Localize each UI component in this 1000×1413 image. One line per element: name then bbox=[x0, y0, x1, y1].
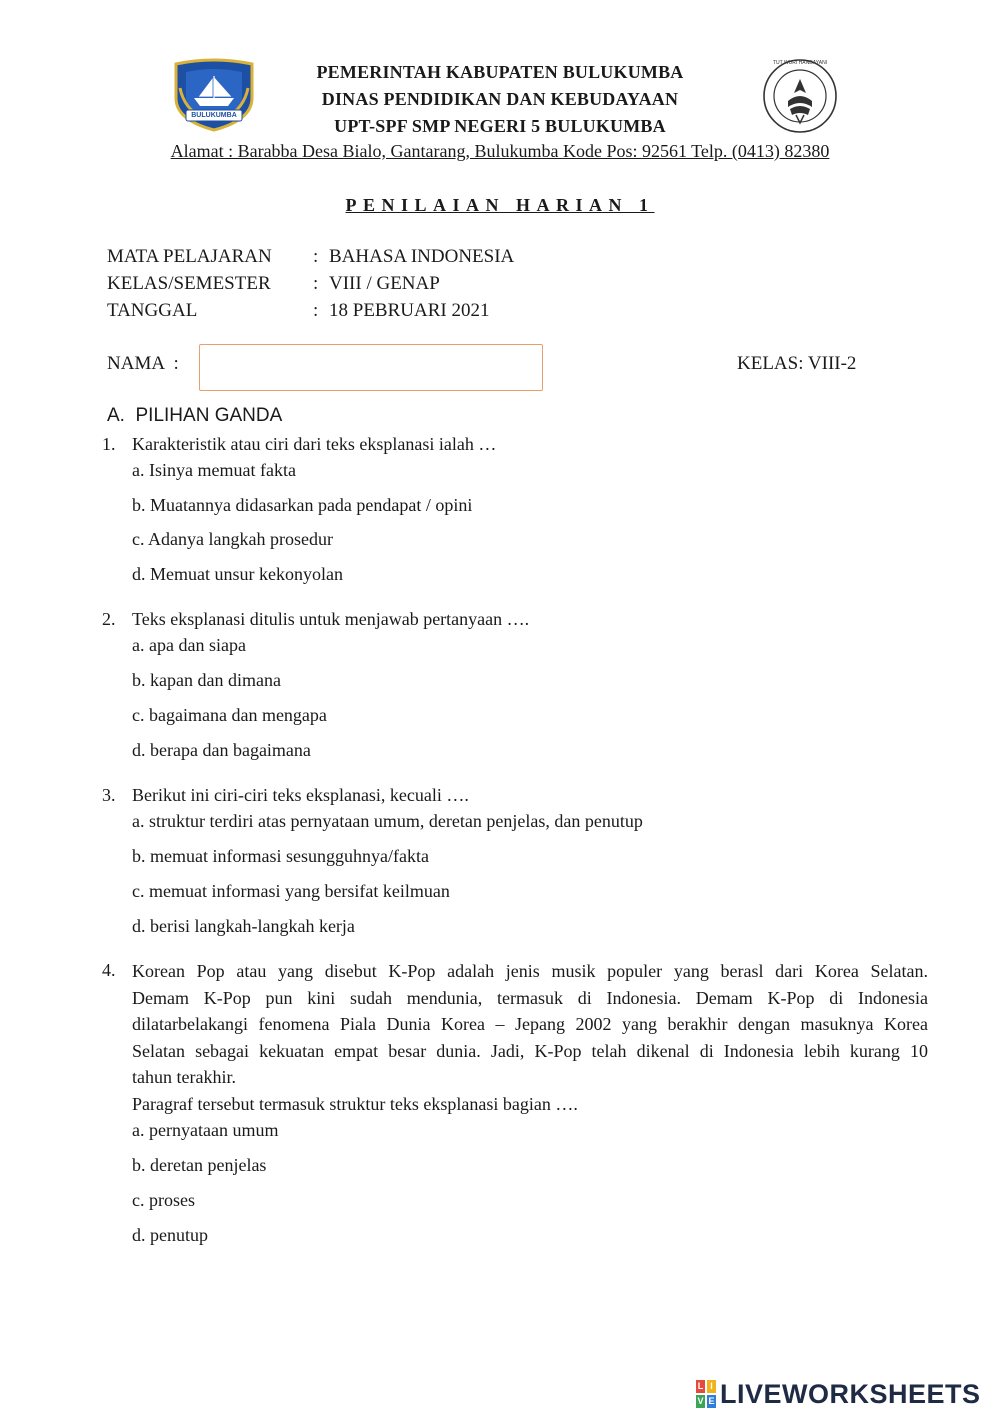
question-4-option-c: c. proses bbox=[132, 1190, 195, 1210]
passage-line: Korean Pop atau yang disebut K-Pop adalah jenis musik populer yang berasl dari Korea Selatan. bbox=[132, 961, 928, 981]
info-separator: : bbox=[313, 300, 319, 321]
question-3-option-d: d. berisi langkah-langkah kerja bbox=[132, 916, 355, 936]
question-3-number: 3. bbox=[102, 785, 116, 805]
badge-letter-e: E bbox=[708, 1396, 715, 1406]
badge-letter-l: L bbox=[697, 1381, 704, 1391]
name-input[interactable] bbox=[199, 344, 543, 391]
header-government: PEMERINTAH KABUPATEN BULUKUMBA bbox=[316, 62, 684, 82]
name-label: NAMA : bbox=[107, 353, 179, 374]
passage-line: Selatan sebagai kekuatan empat besar dunia. Jadi, K-Pop telah dikenal di Indonesia lebih kurang 10 bbox=[132, 1040, 928, 1061]
live-badge-icon bbox=[696, 1380, 716, 1408]
liveworksheets-logo[interactable] bbox=[696, 1379, 981, 1409]
question-3-option-b: b. memuat informasi sesungguhnya/fakta bbox=[132, 846, 429, 866]
info-label: TANGGAL bbox=[107, 300, 198, 321]
tut-wuri-emblem-icon bbox=[762, 57, 838, 135]
info-label: MATA PELAJARAN bbox=[107, 246, 272, 267]
question-4-option-d: d. penutup bbox=[132, 1225, 208, 1245]
class-label: KELAS: VIII-2 bbox=[737, 353, 857, 374]
question-2-option-c: c. bagaimana dan mengapa bbox=[132, 705, 327, 725]
liveworksheets-brand: LIVEWORKSHEETS bbox=[720, 1378, 981, 1409]
question-1-option-b: b. Muatannya didasarkan pada pendapat / opini bbox=[132, 495, 473, 515]
info-separator: : bbox=[313, 246, 319, 267]
question-3-option-c: c. memuat informasi yang bersifat keilmuan bbox=[132, 881, 450, 901]
question-2-number: 2. bbox=[102, 609, 116, 629]
question-1-number: 1. bbox=[102, 434, 116, 454]
question-4-passage bbox=[132, 958, 928, 1091]
info-value: 18 PEBRUARI 2021 bbox=[329, 300, 490, 321]
passage-line: Demam K-Pop pun kini sudah mendunia, termasuk di Indonesia. Demam K-Pop di Indonesia bbox=[132, 987, 928, 1008]
info-value: BAHASA INDONESIA bbox=[329, 246, 515, 267]
passage-line: tahun terakhir. bbox=[132, 1067, 236, 1087]
question-2-option-b: b. kapan dan dimana bbox=[132, 670, 281, 690]
header-department: DINAS PENDIDIKAN DAN KEBUDAYAAN bbox=[321, 89, 679, 109]
info-separator: : bbox=[313, 273, 319, 294]
question-4-option-b: b. deretan penjelas bbox=[132, 1155, 267, 1175]
question-4-number: 4. bbox=[102, 960, 116, 980]
question-1-option-a: a. Isinya memuat fakta bbox=[132, 460, 296, 480]
question-4-option-a: a. pernyataan umum bbox=[132, 1120, 279, 1140]
question-1-option-c: c. Adanya langkah prosedur bbox=[132, 529, 333, 549]
section-heading: A. PILIHAN GANDA bbox=[107, 405, 283, 426]
tut-wuri-label: TUT WURI HANDAYANI bbox=[772, 60, 828, 66]
question-2-text: Teks eksplanasi ditulis untuk menjawab pertanyaan …. bbox=[132, 609, 530, 629]
question-2-option-a: a. apa dan siapa bbox=[132, 635, 246, 655]
badge-letter-v: V bbox=[697, 1396, 704, 1406]
school-address: Alamat : Barabba Desa Bialo, Gantarang, Bulukumba Kode Pos: 92561 Telp. (0413) 82380 bbox=[170, 141, 830, 161]
regency-logo-label: BULUKUMBA bbox=[191, 112, 237, 119]
tut-wuri-logo bbox=[762, 57, 838, 135]
passage-line: dilatarbelakangi fenomena Piala Dunia Korea – Jepang 2002 yang berakhir dengan masuknya Korea bbox=[132, 1014, 928, 1034]
question-4-text: Paragraf tersebut termasuk struktur teks eksplanasi bagian …. bbox=[132, 1094, 578, 1114]
exam-title: PENILAIAN HARIAN 1 bbox=[345, 195, 655, 215]
question-3-option-a: a. struktur terdiri atas pernyataan umum, deretan penjelas, dan penutup bbox=[132, 811, 643, 831]
question-1-option-d: d. Memuat unsur kekonyolan bbox=[132, 564, 343, 584]
question-1-text: Karakteristik atau ciri dari teks eksplanasi ialah … bbox=[132, 434, 497, 454]
question-3-text: Berikut ini ciri-ciri teks eksplanasi, kecuali …. bbox=[132, 785, 469, 805]
info-label: KELAS/SEMESTER bbox=[107, 273, 271, 294]
badge-letter-i: I bbox=[707, 1380, 716, 1393]
header-school: UPT-SPF SMP NEGERI 5 BULUKUMBA bbox=[334, 116, 666, 136]
info-value: VIII / GENAP bbox=[329, 273, 440, 294]
question-2-option-d: d. berapa dan bagaimana bbox=[132, 740, 311, 760]
